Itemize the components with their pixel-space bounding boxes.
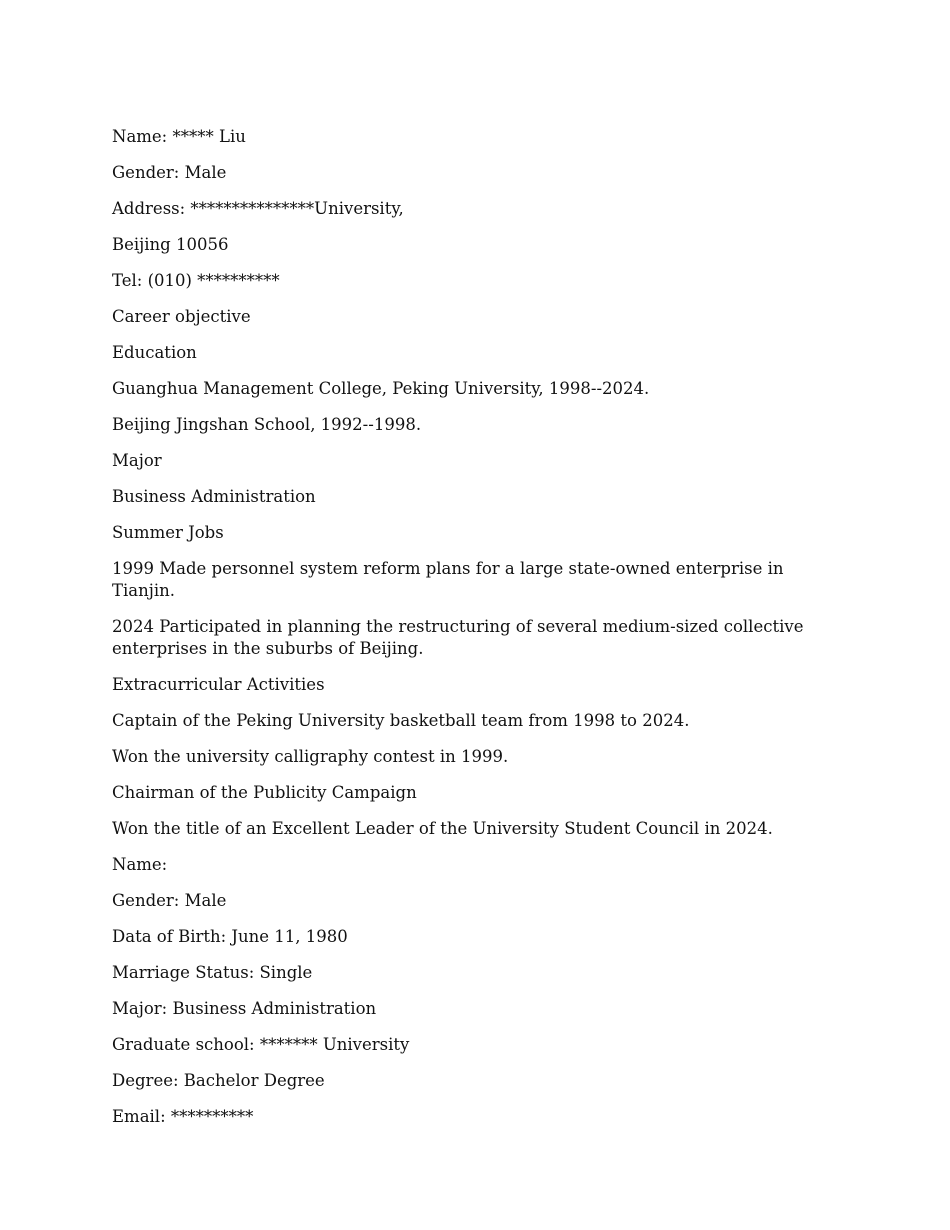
gender-line: Gender: Male <box>112 891 227 910</box>
summer-jobs-heading: Summer Jobs <box>112 523 224 542</box>
name-line: Name: <box>112 855 168 874</box>
document-body <box>112 126 832 1142</box>
summer-job-item: 2024 Participated in planning the restructuring of several medium-sized collective enterprises in the suburbs of Beijing. <box>112 617 809 658</box>
activity-item: Chairman of the Publicity Campaign <box>112 783 417 802</box>
name-line: Name: ***** Liu <box>112 127 246 146</box>
summer-job-item: 1999 Made personnel system reform plans for a large state-owned enterprise in Tianjin. <box>112 559 789 600</box>
extracurricular-heading: Extracurricular Activities <box>112 675 325 694</box>
major-line: Major: Business Administration <box>112 999 377 1018</box>
activity-item: Won the university calligraphy contest in 1999. <box>112 747 509 766</box>
tel-line: Tel: (010) ********** <box>112 271 280 290</box>
major-value: Business Administration <box>112 487 316 506</box>
birth-date-line: Data of Birth: June 11, 1980 <box>112 927 348 946</box>
address-city-line: Beijing 10056 <box>112 235 229 254</box>
email-line: Email: ********** <box>112 1107 254 1126</box>
activity-item: Captain of the Peking University basketball team from 1998 to 2024. <box>112 711 690 730</box>
career-objective-heading: Career objective <box>112 307 251 326</box>
education-item: Beijing Jingshan School, 1992--1998. <box>112 415 422 434</box>
gender-line: Gender: Male <box>112 163 227 182</box>
degree-line: Degree: Bachelor Degree <box>112 1071 325 1090</box>
marriage-status-line: Marriage Status: Single <box>112 963 313 982</box>
activity-item: Won the title of an Excellent Leader of the University Student Council in 2024. <box>112 819 773 838</box>
education-heading: Education <box>112 343 197 362</box>
education-item: Guanghua Management College, Peking University, 1998--2024. <box>112 379 650 398</box>
major-heading: Major <box>112 451 162 470</box>
graduate-school-line: Graduate school: ******* University <box>112 1035 410 1054</box>
address-line: Address: ***************University, <box>112 199 404 218</box>
